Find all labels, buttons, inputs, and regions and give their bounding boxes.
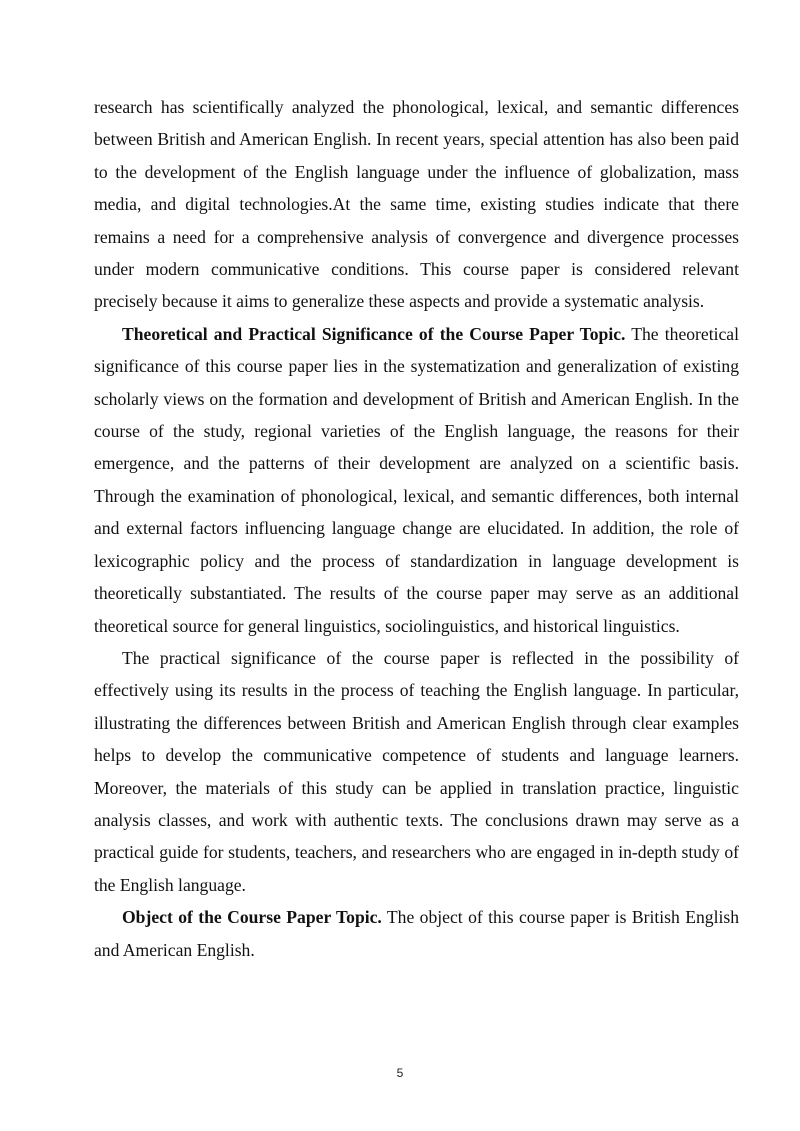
paragraph-object xyxy=(94,901,739,966)
document-page xyxy=(94,91,739,966)
paragraph-relevance-continued xyxy=(94,91,739,318)
page-number: 5 xyxy=(396,1066,404,1080)
section-heading-significance: Theoretical and Practical Significance of the Course Paper Topic. xyxy=(122,323,626,344)
paragraph-theoretical-significance xyxy=(94,318,739,642)
paragraph-text: The practical significance of the course paper is reflected in the possibility of effectively using its results in the process of teaching the English language. In particular, illustrating the differences between British and American English through clear examples helps to develop the communicative competence of students and language learners. Moreover, the materials of this study can be applied in translation practice, linguistic analysis classes, and work with authentic texts. The conclusions drawn may serve as a practical guide for students, teachers, and researchers who are engaged in in-depth study of the English language. xyxy=(94,647,739,895)
paragraph-text: The theoretical significance of this course paper lies in the systematization and generalization of existing scholarly views on the formation and development of British and American English. In the course of the study, regional varieties of the English language, the reasons for their emergence, and the patterns of their development are analyzed on a scientific basis. Through the examination of phonological, lexical, and semantic differences, both internal and external factors influencing language change are elucidated. In addition, the role of lexicographic policy and the process of standardization in language development is theoretically substantiated. The results of the course paper may serve as an additional theoretical source for general linguistics, sociolinguistics, and historical linguistics. xyxy=(94,323,739,636)
paragraph-text: research has scientifically analyzed the phonological, lexical, and semantic differences between British and American English. In recent years, special attention has also been paid to the development of the English language under the influence of globalization, mass media, and digital technologies.At the same time, existing studies indicate that there remains a need for a comprehensive analysis of convergence and divergence processes under modern communicative conditions. This course paper is considered relevant precisely because it aims to generalize these aspects and provide a systematic analysis. xyxy=(94,97,739,312)
paragraph-practical-significance xyxy=(94,642,739,901)
paragraph-text: The object of this course paper is British English and American English. xyxy=(94,907,739,960)
section-heading-object: Object of the Course Paper Topic. xyxy=(122,907,382,928)
